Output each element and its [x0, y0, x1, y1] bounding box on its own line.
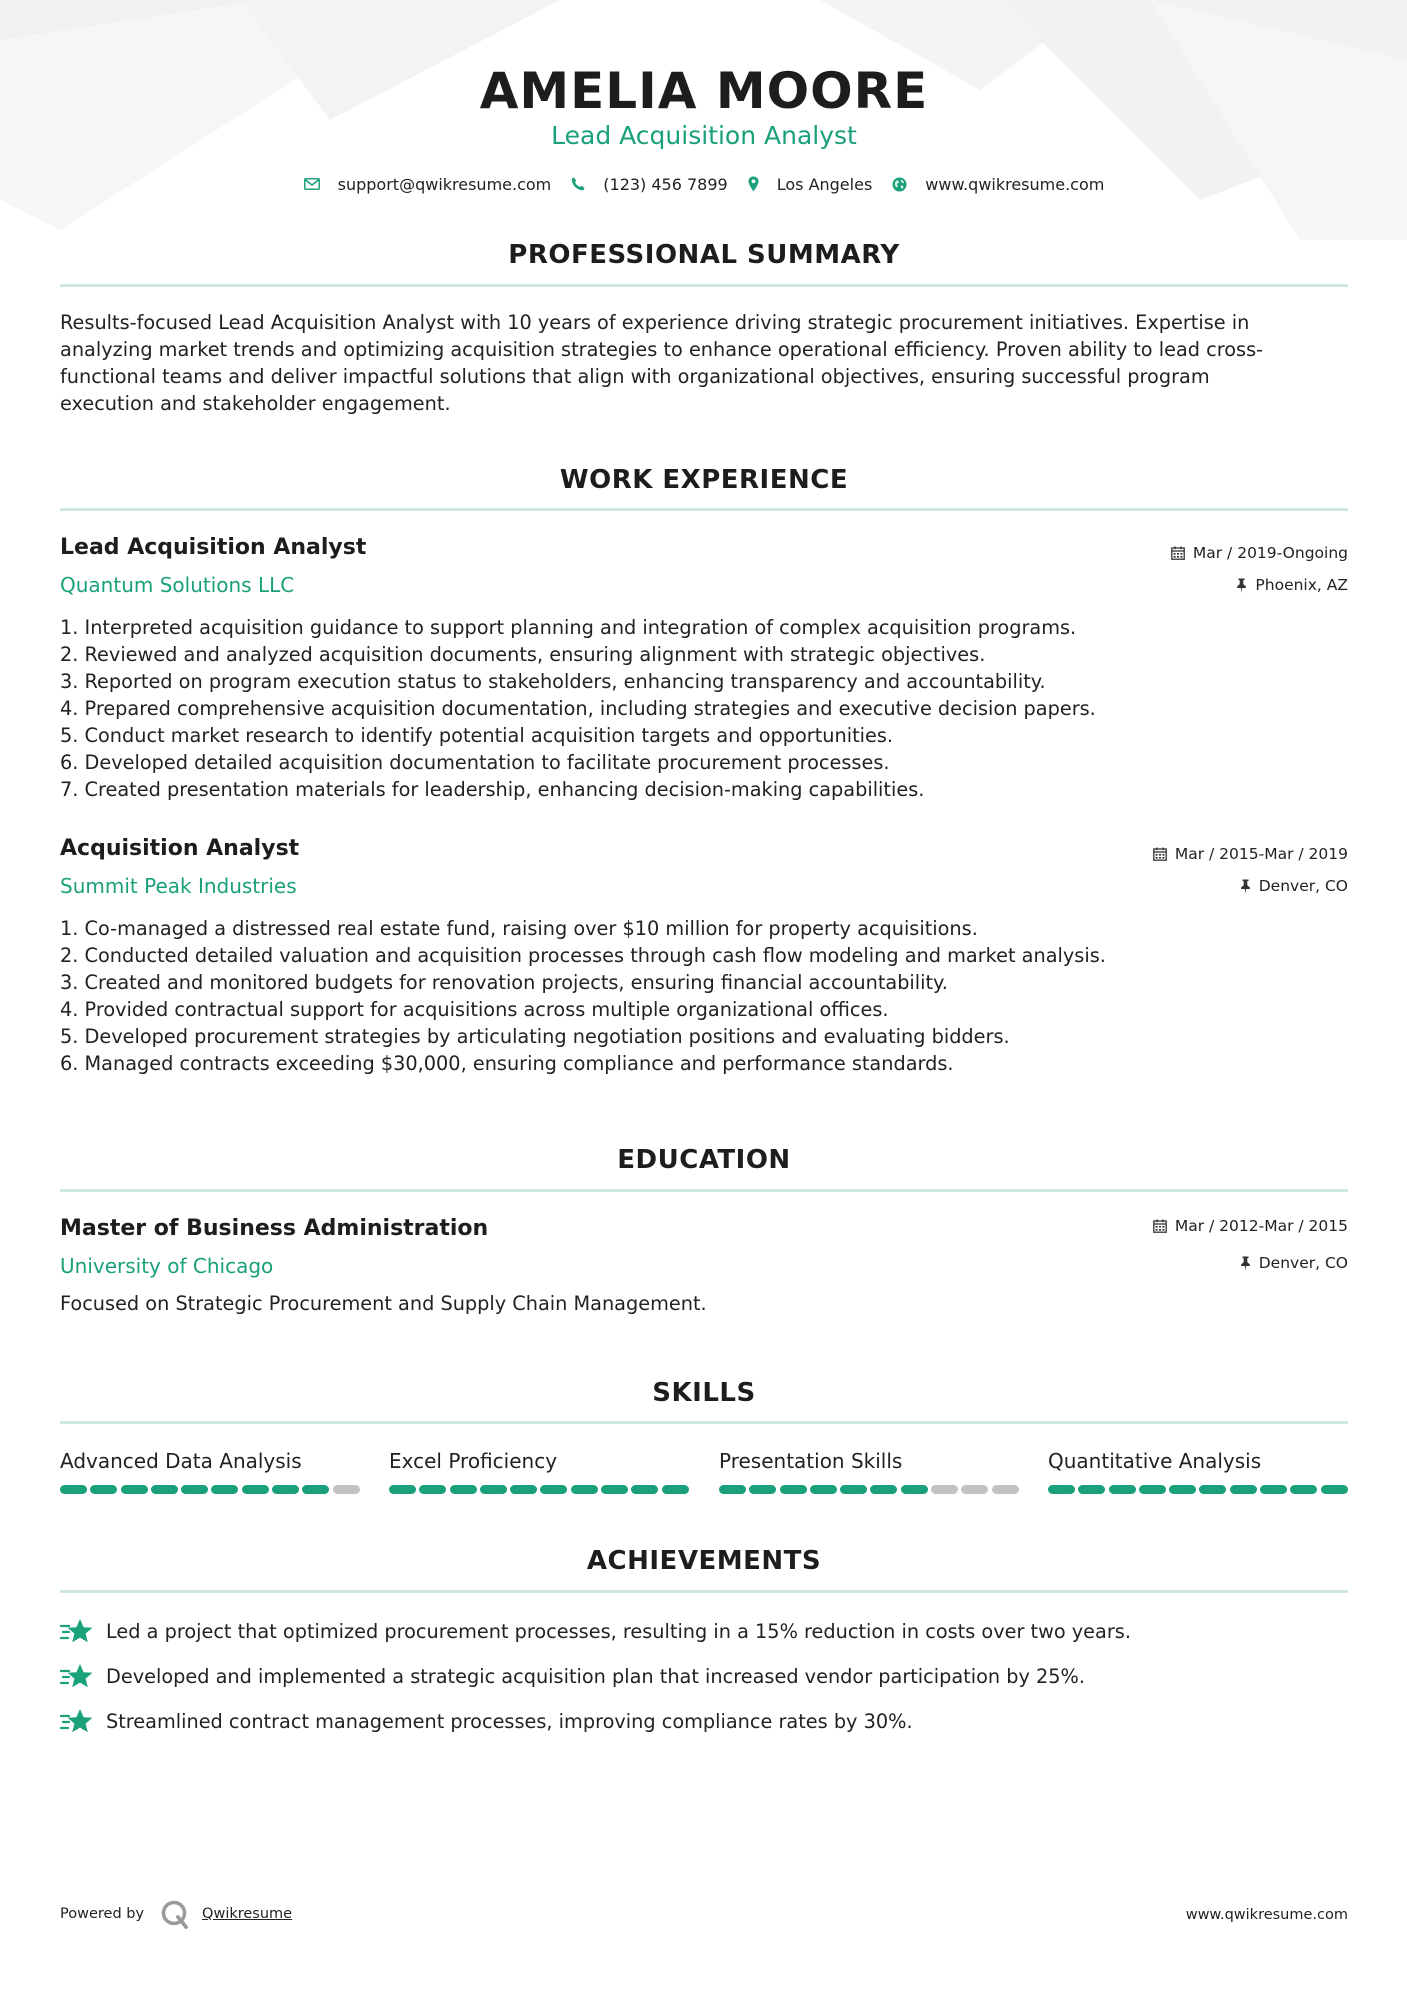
summary-heading: PROFESSIONAL SUMMARY — [508, 240, 900, 270]
school-name: University of Chicago — [60, 1254, 274, 1278]
list-item: 5. Conduct market research to identify potential acquisition targets and opportunities. — [60, 724, 894, 747]
skill-segment-filled — [749, 1485, 776, 1494]
skill-segment-filled — [901, 1485, 928, 1494]
skill-segment-empty — [333, 1485, 360, 1494]
skill-item — [389, 1447, 689, 1494]
list-item: 3. Created and monitored budgets for renovation projects, ensuring financial accountability. — [60, 971, 948, 994]
job-title: Acquisition Analyst — [60, 836, 300, 861]
job-dates-text: Mar / 2019-Ongoing — [1192, 544, 1348, 562]
phone-icon — [571, 177, 585, 191]
skill-level-bar — [389, 1485, 689, 1494]
skill-name: Quantitative Analysis — [1048, 1449, 1262, 1473]
achievement-item — [60, 1611, 1348, 1651]
education-heading: EDUCATION — [617, 1145, 791, 1175]
job-dates-text: Mar / 2015-Mar / 2019 — [1174, 845, 1348, 863]
skill-segment-filled — [242, 1485, 269, 1494]
job-dates — [1171, 542, 1348, 564]
achievement-item — [60, 1701, 1348, 1741]
contact-phone[interactable] — [571, 175, 727, 194]
skill-segment-filled — [870, 1485, 897, 1494]
skill-segment-filled — [389, 1485, 416, 1494]
skill-segment-filled — [1078, 1485, 1105, 1494]
skills-divider — [60, 1421, 1348, 1424]
list-item: 1. Interpreted acquisition guidance to support planning and integration of complex acquisition programs. — [60, 616, 1077, 639]
job-title: Lead Acquisition Analyst — [60, 535, 367, 560]
list-item: 7. Created presentation materials for leadership, enhancing decision-making capabilities. — [60, 778, 925, 801]
star-icon — [60, 1617, 94, 1645]
globe-icon — [892, 177, 907, 192]
education-description: Focused on Strategic Procurement and Supply Chain Management. — [60, 1292, 707, 1315]
summary-divider — [60, 284, 1348, 287]
contact-website[interactable] — [892, 175, 1104, 194]
skill-segment-filled — [810, 1485, 837, 1494]
skill-segment-filled — [480, 1485, 507, 1494]
skill-segment-filled — [60, 1485, 87, 1494]
powered-by-label: Powered by — [60, 1906, 145, 1922]
website-text: www.qwikresume.com — [925, 174, 1105, 194]
skill-item — [60, 1447, 360, 1494]
skill-segment-filled — [1169, 1485, 1196, 1494]
star-icon — [60, 1662, 94, 1690]
list-item: 5. Developed procurement strategies by articulating negotiation positions and evaluating bidders. — [60, 1025, 1010, 1048]
candidate-name: AMELIA MOORE — [479, 62, 929, 120]
summary-line: execution and stakeholder engagement. — [60, 392, 451, 415]
footer-website[interactable]: www.qwikresume.com — [1185, 1907, 1348, 1923]
job-bullets — [60, 614, 1348, 803]
skill-segment-filled — [121, 1485, 148, 1494]
skill-segment-filled — [662, 1485, 689, 1494]
qwikresume-logo-icon — [160, 1899, 190, 1929]
skill-segment-filled — [1290, 1485, 1317, 1494]
calendar-icon — [1171, 546, 1185, 560]
skill-segment-empty — [992, 1485, 1019, 1494]
skill-segment-filled — [631, 1485, 658, 1494]
skill-segment-filled — [211, 1485, 238, 1494]
skill-segment-filled — [419, 1485, 446, 1494]
contact-location — [748, 175, 873, 194]
skill-segment-filled — [302, 1485, 329, 1494]
calendar-icon — [1153, 847, 1167, 861]
skill-segment-empty — [931, 1485, 958, 1494]
achievements-heading: ACHIEVEMENTS — [586, 1546, 822, 1576]
skill-segment-filled — [1139, 1485, 1166, 1494]
job-location — [1236, 574, 1348, 596]
skill-item — [1048, 1447, 1348, 1494]
pushpin-icon — [1240, 1256, 1251, 1271]
skill-level-bar — [60, 1485, 360, 1494]
envelope-icon — [304, 178, 320, 190]
list-item: 2. Conducted detailed valuation and acquisition processes through cash flow modeling and market analysis. — [60, 944, 1106, 967]
skill-segment-filled — [601, 1485, 628, 1494]
job-dates — [1153, 843, 1348, 865]
skill-segment-filled — [1321, 1485, 1348, 1494]
skill-name: Presentation Skills — [719, 1449, 903, 1473]
map-pin-icon — [748, 176, 759, 192]
job-location-text: Denver, CO — [1258, 877, 1348, 895]
skill-segment-filled — [780, 1485, 807, 1494]
skill-segment-filled — [540, 1485, 567, 1494]
pushpin-icon — [1236, 578, 1247, 593]
skill-name: Advanced Data Analysis — [60, 1449, 302, 1473]
phone-text: (123) 456 7899 — [603, 174, 728, 194]
skill-level-bar — [719, 1485, 1019, 1494]
skill-segment-filled — [90, 1485, 117, 1494]
achievement-text: Led a project that optimized procurement processes, resulting in a 15% reduction in costs over two years. — [106, 1619, 1131, 1643]
list-item: 6. Developed detailed acquisition documentation to facilitate procurement processes. — [60, 751, 890, 774]
skill-segment-filled — [840, 1485, 867, 1494]
contact-bar — [60, 172, 1348, 196]
candidate-title: Lead Acquisition Analyst — [551, 121, 857, 150]
education-divider — [60, 1189, 1348, 1192]
education-location — [1240, 1252, 1348, 1274]
list-item: 4. Prepared comprehensive acquisition documentation, including strategies and executive decision papers. — [60, 697, 1096, 720]
skill-level-bar — [1048, 1485, 1348, 1494]
experience-divider — [60, 508, 1348, 511]
list-item: 4. Provided contractual support for acquisitions across multiple organizational offices. — [60, 998, 889, 1021]
brand-link[interactable]: Qwikresume — [202, 1906, 293, 1922]
summary-line: functional teams and deliver impactful solutions that align with organizational objectives, ensuring successful program — [60, 365, 1210, 388]
experience-heading: WORK EXPERIENCE — [559, 465, 849, 495]
skill-segment-filled — [1048, 1485, 1075, 1494]
summary-text — [60, 309, 1348, 417]
skill-segment-filled — [1230, 1485, 1257, 1494]
skill-item — [719, 1447, 1019, 1494]
education-dates — [1153, 1215, 1348, 1237]
skill-segment-filled — [272, 1485, 299, 1494]
skill-name: Excel Proficiency — [389, 1449, 558, 1473]
skill-segment-filled — [571, 1485, 598, 1494]
contact-email[interactable] — [304, 175, 552, 194]
job-location — [1240, 875, 1348, 897]
achievement-text: Streamlined contract management processes, improving compliance rates by 30%. — [106, 1709, 913, 1733]
skill-segment-filled — [1109, 1485, 1136, 1494]
star-icon — [60, 1707, 94, 1735]
list-item: 3. Reported on program execution status to stakeholders, enhancing transparency and accountability. — [60, 670, 1046, 693]
education-dates-text: Mar / 2012-Mar / 2015 — [1174, 1217, 1348, 1235]
achievement-item — [60, 1656, 1348, 1696]
skills-heading: SKILLS — [652, 1378, 756, 1408]
skill-segment-filled — [1260, 1485, 1287, 1494]
skill-segment-filled — [181, 1485, 208, 1494]
skill-segment-filled — [450, 1485, 477, 1494]
skill-segment-empty — [961, 1485, 988, 1494]
degree-title: Master of Business Administration — [60, 1216, 489, 1241]
pushpin-icon — [1240, 879, 1251, 894]
achievement-text: Developed and implemented a strategic acquisition plan that increased vendor participation by 25%. — [106, 1664, 1086, 1688]
skills-grid — [60, 1447, 1348, 1507]
list-item: 1. Co-managed a distressed real estate fund, raising over $10 million for property acquisitions. — [60, 917, 978, 940]
summary-line: Results-focused Lead Acquisition Analyst with 10 years of experience driving strategic procurement initiatives. Expertise in — [60, 311, 1250, 334]
footer-powered-by — [60, 1896, 292, 1932]
job-company: Quantum Solutions LLC — [60, 573, 295, 597]
calendar-icon — [1153, 1219, 1167, 1233]
skill-segment-filled — [510, 1485, 537, 1494]
job-company: Summit Peak Industries — [60, 874, 297, 898]
education-location-text: Denver, CO — [1258, 1254, 1348, 1272]
skill-segment-filled — [1199, 1485, 1226, 1494]
list-item: 2. Reviewed and analyzed acquisition documents, ensuring alignment with strategic objectives. — [60, 643, 986, 666]
email-text: support@qwikresume.com — [337, 174, 552, 194]
location-text: Los Angeles — [776, 174, 873, 194]
summary-line: analyzing market trends and optimizing acquisition strategies to enhance operational efficiency. Proven ability to lead cross- — [60, 338, 1264, 361]
list-item: 6. Managed contracts exceeding $30,000, ensuring compliance and performance standards. — [60, 1052, 954, 1075]
skill-segment-filled — [719, 1485, 746, 1494]
achievements-divider — [60, 1590, 1348, 1593]
job-location-text: Phoenix, AZ — [1255, 576, 1348, 594]
job-bullets — [60, 915, 1348, 1077]
skill-segment-filled — [151, 1485, 178, 1494]
